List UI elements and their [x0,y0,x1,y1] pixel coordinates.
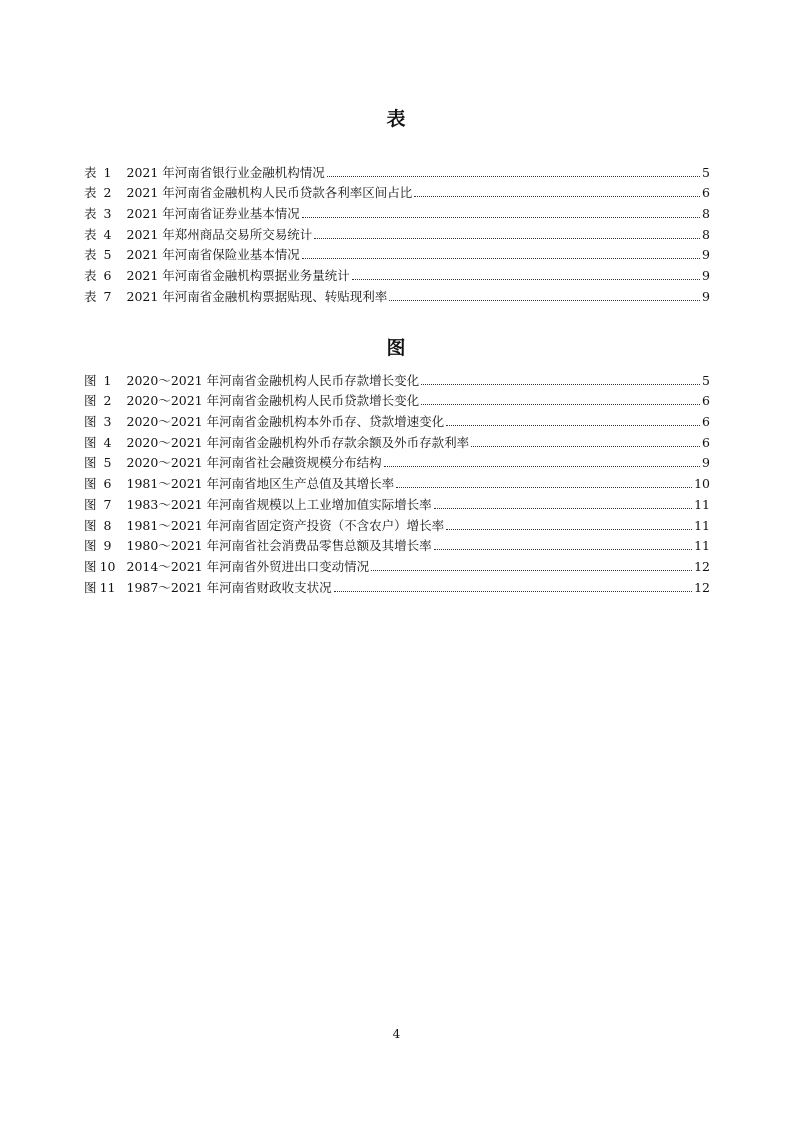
entry-number: 3 [103,414,112,430]
entry-number: 7 [103,288,112,304]
entry-number: 1 [103,372,112,388]
table-toc-entry[interactable] [84,181,710,202]
dot-leader [446,529,692,530]
entry-page-number: 8 [702,206,710,222]
figure-toc-entry[interactable] [84,471,710,492]
entry-page-number: 12 [694,579,710,595]
entry-number: 11 [99,579,116,595]
dot-leader [302,258,700,259]
entry-page-number: 12 [694,558,710,574]
dot-leader [446,425,700,426]
entry-prefix: 表 [84,226,97,242]
tables-heading: 表 [386,108,407,130]
figure-toc-entry[interactable] [84,513,710,534]
entry-title: 2020～2021 年河南省金融机构本外币存、贷款增速变化 [126,414,445,430]
entry-number: 1 [103,164,112,180]
entry-prefix: 图 [84,579,97,595]
entry-prefix: 表 [84,164,97,180]
entry-prefix: 表 [84,288,97,304]
page-number: 4 [392,1027,401,1041]
figure-toc-entry[interactable] [84,575,710,596]
entry-title: 2020～2021 年河南省社会融资规模分布结构 [126,455,382,471]
entry-prefix: 图 [84,455,97,471]
dot-leader [421,384,700,385]
entry-number: 2 [103,393,112,409]
entry-number: 10 [99,558,116,574]
dot-leader [414,196,700,197]
entry-label [84,393,119,409]
figures-heading: 图 [386,337,407,359]
entry-prefix: 图 [84,496,97,512]
entry-label [84,538,119,554]
entry-number: 4 [103,434,112,450]
entry-prefix: 图 [84,434,97,450]
entry-prefix: 表 [84,206,97,222]
entry-number: 9 [103,538,112,554]
entry-number: 4 [103,226,112,242]
entry-label [84,580,119,596]
entry-title: 1981～2021 年河南省固定资产投资（不含农户）增长率 [126,517,445,533]
entry-number: 7 [103,496,112,512]
entry-page-number: 8 [702,226,710,242]
figure-toc-entry[interactable] [84,554,710,575]
entry-label [84,497,119,513]
entry-title: 2021 年郑州商品交易所交易统计 [126,226,313,242]
figures-list [84,368,710,596]
entry-title: 1983～2021 年河南省规模以上工业增加值实际增长率 [126,496,432,512]
dot-leader [434,508,692,509]
entry-number: 5 [103,247,112,263]
dot-leader [334,591,692,592]
entry-page-number: 9 [702,288,710,304]
figure-toc-entry[interactable] [84,451,710,472]
entry-label [84,185,119,201]
entry-title: 1980～2021 年河南省社会消费品零售总额及其增长率 [126,538,432,554]
dot-leader [396,487,692,488]
entry-title: 2021 年河南省证券业基本情况 [126,206,300,222]
entry-page-number: 9 [702,268,710,284]
entry-title: 2021 年河南省金融机构票据贴现、转贴现利率 [126,288,388,304]
entry-label [84,289,119,305]
dot-leader [371,570,692,571]
entry-prefix: 图 [84,558,97,574]
entry-page-number: 6 [702,434,710,450]
entry-prefix: 图 [84,538,97,554]
entry-label [84,455,119,471]
dot-leader [352,279,700,280]
entry-label [84,435,119,451]
entry-title: 1987～2021 年河南省财政收支状况 [126,579,332,595]
entry-label [84,227,119,243]
entry-page-number: 10 [694,476,710,492]
entry-number: 3 [103,206,112,222]
entry-label [84,165,119,181]
entry-title: 2021 年河南省银行业金融机构情况 [126,164,325,180]
entry-number: 2 [103,185,112,201]
table-toc-entry[interactable] [84,201,710,222]
entry-label [84,247,119,263]
entry-prefix: 图 [84,372,97,388]
figure-toc-entry[interactable] [84,409,710,430]
entry-page-number: 6 [702,185,710,201]
figure-toc-entry[interactable] [84,534,710,555]
entry-page-number: 6 [702,393,710,409]
entry-page-number: 11 [694,538,710,554]
entry-page-number: 9 [702,455,710,471]
entry-label [84,476,119,492]
entry-label [84,206,119,222]
dot-leader [434,549,692,550]
entry-title: 2020～2021 年河南省金融机构人民币存款增长变化 [126,372,420,388]
entry-prefix: 图 [84,476,97,492]
entry-title: 2021 年河南省保险业基本情况 [126,247,300,263]
figure-toc-entry[interactable] [84,368,710,389]
dot-leader [302,217,700,218]
dot-leader [389,300,700,301]
dot-leader [327,176,700,177]
figure-toc-entry[interactable] [84,430,710,451]
entry-prefix: 图 [84,517,97,533]
tables-list [84,160,710,305]
entry-title: 2020～2021 年河南省金融机构外币存款余额及外币存款利率 [126,434,470,450]
entry-title: 2014～2021 年河南省外贸进出口变动情况 [126,558,370,574]
entry-prefix: 表 [84,185,97,201]
table-toc-entry[interactable] [84,243,710,264]
entry-page-number: 6 [702,414,710,430]
entry-label [84,518,119,534]
entry-label [84,559,119,575]
entry-title: 2020～2021 年河南省金融机构人民币贷款增长变化 [126,393,420,409]
dot-leader [384,466,700,467]
dot-leader [471,446,700,447]
figure-toc-entry[interactable] [84,389,710,410]
entry-page-number: 5 [702,372,710,388]
entry-prefix: 图 [84,414,97,430]
table-toc-entry[interactable] [84,263,710,284]
dot-leader [314,238,700,239]
entry-title: 2021 年河南省金融机构人民币贷款各利率区间占比 [126,185,413,201]
entry-label [84,373,119,389]
table-toc-entry[interactable] [84,160,710,181]
entry-page-number: 11 [694,517,710,533]
entry-page-number: 5 [702,164,710,180]
entry-number: 6 [103,268,112,284]
entry-title: 1981～2021 年河南省地区生产总值及其增长率 [126,476,395,492]
entry-prefix: 表 [84,247,97,263]
entry-page-number: 9 [702,247,710,263]
entry-number: 8 [103,517,112,533]
entry-label [84,268,119,284]
entry-number: 6 [103,476,112,492]
entry-page-number: 11 [694,496,710,512]
figure-toc-entry[interactable] [84,492,710,513]
entry-number: 5 [103,455,112,471]
table-toc-entry[interactable] [84,222,710,243]
table-toc-entry[interactable] [84,284,710,305]
entry-label [84,414,119,430]
entry-title: 2021 年河南省金融机构票据业务量统计 [126,268,350,284]
entry-prefix: 图 [84,393,97,409]
entry-prefix: 表 [84,268,97,284]
dot-leader [421,404,700,405]
